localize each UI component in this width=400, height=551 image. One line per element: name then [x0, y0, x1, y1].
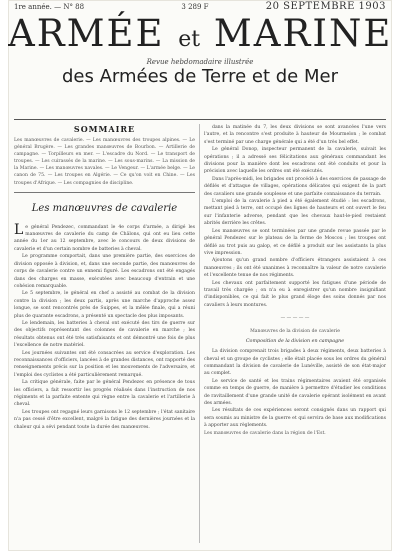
masthead-title [8, 14, 392, 60]
article-paragraph: Les troupes ont regagné leurs garnisons le 12 septembre ; l'état sanitaire n'a pas cessé d'être excellent, malgré la fatigue des dernières journées et la chaleur qui a sévi pendant toute la durée des manœuvres. [14, 409, 195, 430]
section-divider-label: — — — — — [280, 316, 310, 322]
masthead-subtitle: Revue hebdomadaire illustrée [146, 58, 254, 66]
article-paragraph: La critique générale, faite par le général Pendezec en présence de tous les officiers, a fait ressortir les progrès réalisés dans l'instruction de nos régiments et la parfaite entente qui règne entre la cavalerie et l'artillerie à cheval. [14, 380, 195, 408]
masthead-title-marine: MARINE [213, 12, 392, 55]
column-paragraph: Ajoutons qu'un grand nombre d'officiers étrangers assistaient à ces manœuvres ; ils ont été unanimes à reconnaître la valeur de notre cavalerie et l'excellente tenue de nos régiments. [204, 258, 386, 279]
column-paragraph: dans la matinée du 7, les deux divisions se sont avancées l'une vers l'autre, et la rencontre s'est produite à hauteur de Mourmelon ; le combat s'est terminé par une charge générale qui a été d'un très bel effet. [204, 125, 386, 145]
article-title: Les manœuvres de cavalerie [31, 202, 178, 214]
column-separator [199, 124, 200, 543]
sommaire-text: Les manœuvres de cavalerie. — Les manœuvres des troupes alpines. — Le général Brugère. — Les grandes manœuvres de Bourbon. — Artillerie de campagne. — Torpilleurs en mer. — L'escadre du Nord. — Le transport de troupes. — Les cuirassés de la marine. — Les sous-marins. — La mission de la Marine. — Les manœuvres navales. — Le Vengeur. — L'armée belge. — Le canon de 75. — Les troupes en Algérie. — Ce qu'on voit en Chine. — Les troupes d'Afrique. — Les compagnies de discipline. [14, 138, 195, 186]
masthead-divider [14, 119, 386, 120]
column-footer: Les manœuvres de cavalerie dans la région de l'Est. [204, 430, 326, 436]
article-paragraph: Le 5 septembre, le général en chef a assisté au combat de la division contre la division ; les deux partis, après une marche d'approche assez longue, se sont rencontrés près de Suippes, et la mêlée finale, qui a réuni plus de quarante escadrons, a présenté un spectacle des plus imposants. [14, 291, 195, 319]
column-paragraph: Les chevaux ont parfaitement supporté les fatigues d'une période de travail très chargée ; on n'a eu à enregistrer qu'un nombre insignifiant d'indisponibles, ce qui fait le plus grand éloge des soins donnés par nos cavaliers à leurs montures. [204, 280, 386, 308]
right-column-body [204, 124, 386, 309]
column-paragraph: Les manœuvres se sont terminées par une grande revue passée par le général Pendezec sur le plateau de la ferme de Moscou ; les troupes ont défilé au trot puis au galop, et ce défilé a produit sur les assistants la plus vive impression. [204, 228, 386, 256]
article-paragraph: e général Pendezec, commandant le 4e corps d'armée, a dirigé les manœuvres de cavalerie du camp de Châlons, qui ont eu lieu cette année du 1er au 12 septembre, avec le concours de deux divisions de cavalerie et d'un certain nombre de batteries à cheval. [14, 224, 195, 252]
column-paragraph: Le général Donop, inspecteur permanent de la cavalerie, suivait les opérations ; il a adressé ses félicitations aux généraux commandant les divisions pour la manière dont les escadrons ont été conduits et pour la précision avec laquelle les ordres ont été exécutés. [204, 147, 386, 175]
issue-code: 3 289 F [181, 3, 209, 11]
issue-date: 20 SEPTEMBRE 1903 [265, 1, 386, 12]
masthead [8, 14, 392, 87]
masthead-title-et: et [178, 27, 201, 52]
sommaire-heading: SOMMAIRE [73, 124, 136, 134]
issue-number: 1re année. — N° 88 [14, 3, 85, 11]
masthead-armees: des Armées de Terre et de Mer [62, 66, 338, 87]
article-body [14, 221, 195, 431]
right-column-continued [204, 348, 386, 429]
right-column [204, 124, 386, 545]
magazine-page [8, 0, 392, 551]
column-paragraph: L'emploi de la cavalerie à pied a été également étudié : les escadrons, mettant pied à terre, ont occupé des lignes de hauteurs et ont ouvert le feu sur l'infanterie adverse, pendant que les chevaux haut-le-pied restaient abrités derrière les crêtes. [204, 199, 386, 227]
article-paragraph: Les journées suivantes ont été consacrées au service d'exploration. Les reconnaissances d'officiers, lancées à de grandes distances, ont rapporté des renseignements précis sur la position et les mouvements de l'adversaire, et l'emploi des cyclistes a été particulièrement remarqué. [14, 350, 195, 378]
drop-cap: L [14, 221, 24, 238]
left-column [14, 124, 195, 545]
article-paragraph: Le programme comportait, dans une première partie, des exercices de division opposée à division, et, dans une seconde partie, des manœuvres de corps de cavalerie contre un ennemi figuré. Les escadrons ont été engagés dans des charges en masse, exécutées avec beaucoup d'entrain et une cohésion remarquable. [14, 254, 195, 289]
section-subhead-italic: Composition de la division en campagne [245, 339, 345, 345]
section-subhead: Manœuvres de la division de cavalerie [250, 329, 340, 335]
column-paragraph: Dans l'après-midi, les brigades ont procédé à des exercices de passage de défilés et d'attaque de villages, opérations délicates qui exigent de la part des cavaliers une grande souplesse et une parfaite connaissance du terrain. [204, 176, 386, 197]
column-paragraph: Les résultats de ces expériences seront consignés dans un rapport qui sera soumis au ministre de la guerre et qui servira de base aux modifications à apporter aux règlements. [204, 408, 386, 429]
column-paragraph: Le service de santé et les trains régimentaires avaient été organisés comme en temps de guerre, de manière à permettre d'étudier les conditions de ravitaillement d'une grande unité de cavalerie opérant isolément en avant des armées. [204, 378, 386, 406]
sommaire-divider [14, 192, 195, 193]
masthead-title-armee: ARMÉE [8, 12, 165, 55]
column-paragraph: La division comprenait trois brigades à deux régiments, deux batteries à cheval et un groupe de cyclistes ; elle était placée sous les ordres du général commandant la division de cavalerie de Lunéville, assisté de son état-major au complet. [204, 349, 386, 377]
article-paragraph: Le lendemain, les batteries à cheval ont exécuté des tirs de guerre sur des objectifs représentant des colonnes de cavalerie en marche ; les résultats obtenus ont été très satisfaisants et ont démontré une fois de plus l'excellence de notre matériel. [14, 320, 195, 349]
